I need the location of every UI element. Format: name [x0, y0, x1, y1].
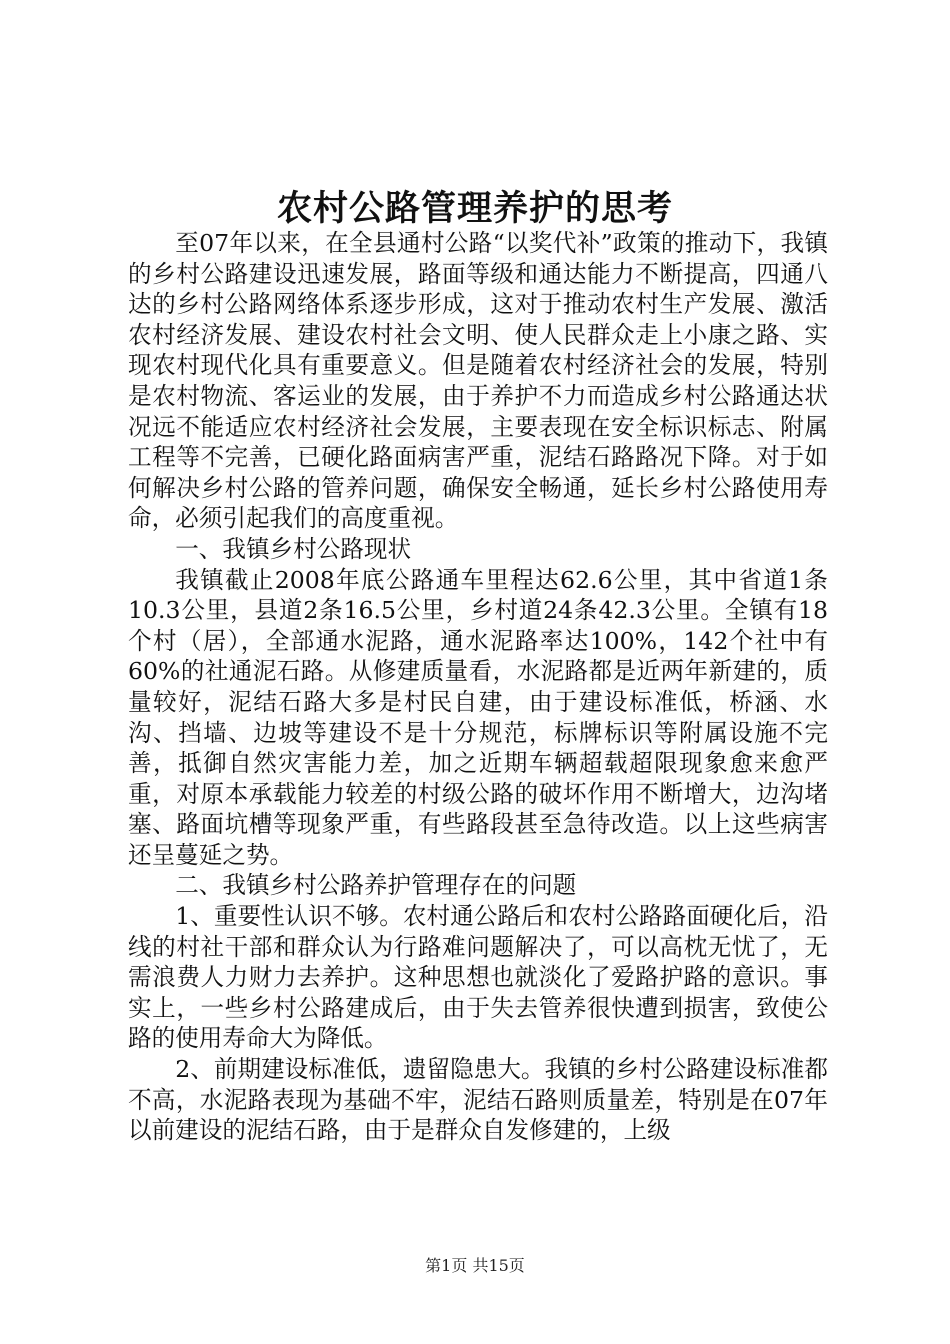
- page-number: 第1页 共15页: [425, 1256, 525, 1275]
- intro-paragraph: 至07年以来，在全县通村公路“以奖代补”政策的推动下，我镇的乡村公路建设迅速发展，路面等级和通达能力不断提高，四通八达的乡村公路网络体系逐步形成，这对于推动农村生产发展、激活农村经济发展、建设农村社会文明、使人民群众走上小康之路、实现农村现代化具有重要意义。但是随着农村经济社会的发展，特别是农村物流、客运业的发展，由于养护不力而造成乡村公路通达状况远不能适应农村经济社会发展，主要表现在安全标识标志、附属工程等不完善，已硬化路面病害严重，泥结石路路况下降。对于如何解决乡村公路的管养问题，确保安全畅通，延长乡村公路使用寿命，必须引起我们的高度重视。: [128, 229, 828, 533]
- document-body: [128, 228, 828, 1146]
- document-title: 农村公路管理养护的思考: [276, 188, 673, 229]
- section-heading-1: 一、我镇乡村公路现状: [175, 534, 412, 563]
- section-heading-2: 二、我镇乡村公路养护管理存在的问题: [175, 871, 577, 900]
- status-paragraph: 我镇截止2008年底公路通车里程达62.6公里，其中省道1条10.3公里，县道2条16.5公里，乡村道24条42.3公里。全镇有18个村（居），全部通水泥路，通水泥路率达100%，142个社中有60%的社通泥石路。从修建质量看，水泥路都是近两年新建的，质量较好，泥结石路大多是村民自建，由于建设标准低，桥涵、水沟、挡墙、边坡等建设不是十分规范，标牌标识等附属设施不完善，抵御自然灾害能力差，加之近期车辆超载超限现象愈来愈严重，对原本承载能力较差的村级公路的破坏作用不断增大，边沟堵塞、路面坑槽等现象严重，有些路段甚至急待改造。以上这些病害还呈蔓延之势。: [128, 565, 828, 869]
- problem-paragraph-1: 1、重要性认识不够。农村通公路后和农村公路路面硬化后，沿线的村社干部和群众认为行路难问题解决了，可以高枕无忧了，无需浪费人力财力去养护。这种思想也就淡化了爱路护路的意识。事实上，一些乡村公路建成后，由于失去管养很快遭到损害，致使公路的使用寿命大为降低。: [128, 902, 828, 1053]
- problem-paragraph-2: 2、前期建设标准低，遗留隐患大。我镇的乡村公路建设标准都不高，水泥路表现为基础不牢，泥结石路则质量差，特别是在07年以前建设的泥结石路，由于是群众自发修建的，上级: [128, 1055, 828, 1145]
